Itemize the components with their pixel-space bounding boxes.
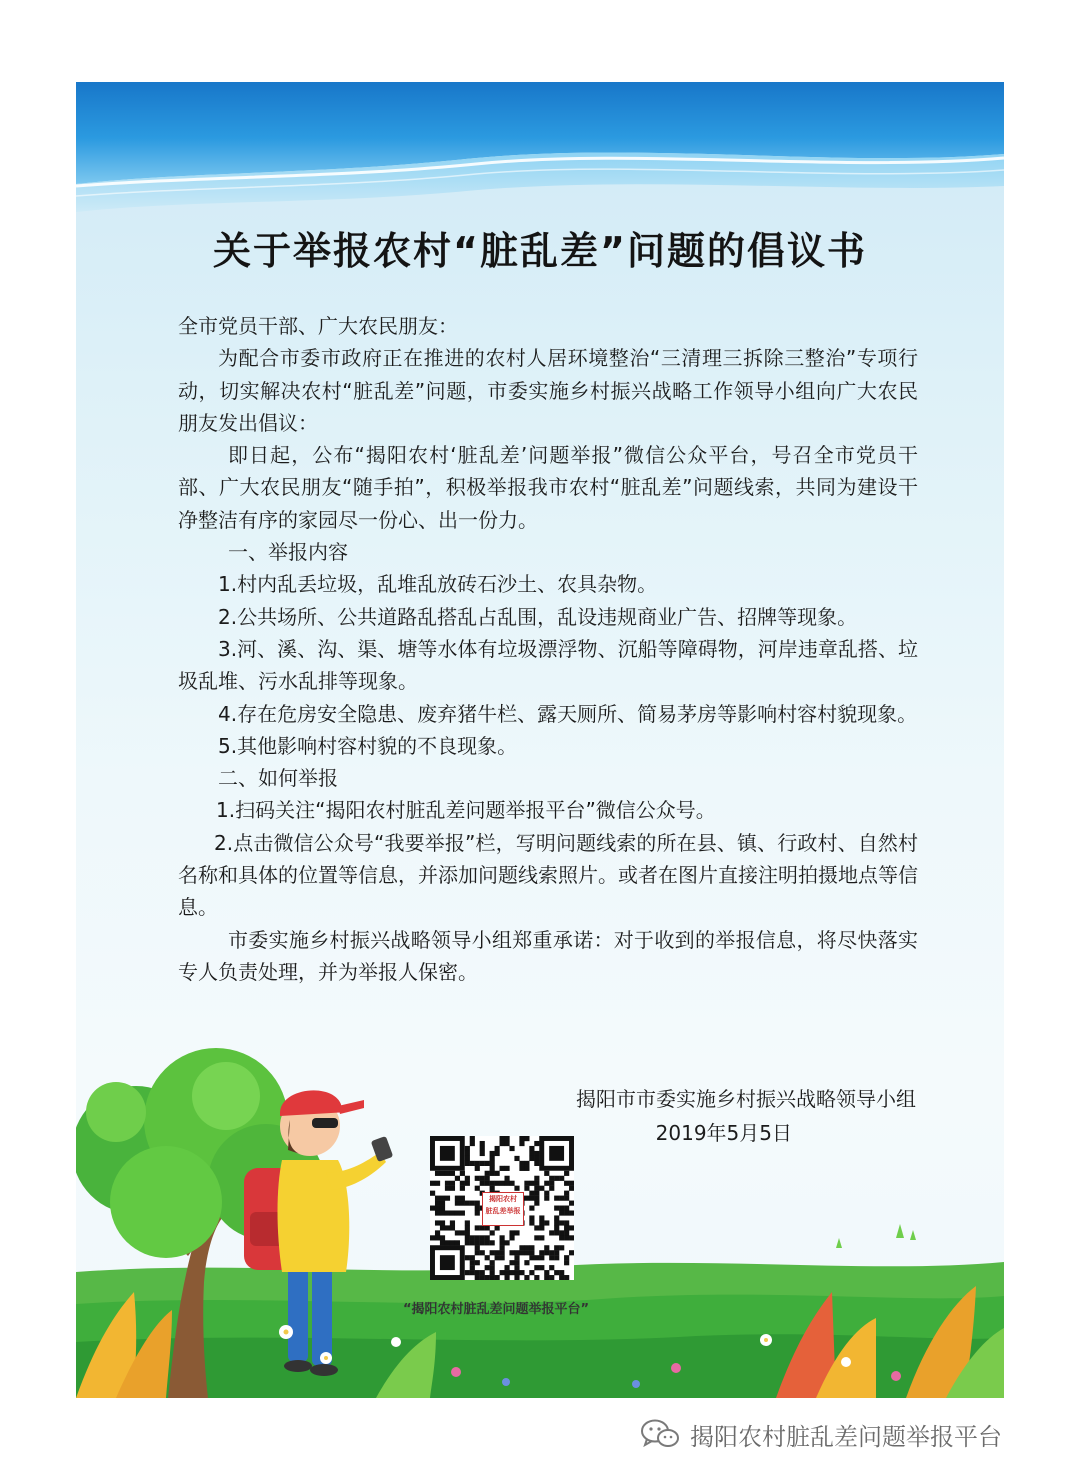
section-heading-report-content: 一、举报内容: [228, 540, 348, 565]
document-body: [178, 310, 918, 988]
qr-caption: “揭阳农村脏乱差问题举报平台”: [402, 1302, 590, 1317]
signature-date: 2019年5月5日: [655, 1121, 792, 1145]
closing-paragraph: 市委实施乡村振兴战略领导小组郑重承诺：对于收到的举报信息，将尽快落实专人负责处理，并为举报人保密。: [178, 927, 918, 984]
paragraph-2: 即日起，公布“揭阳农村‘脏乱差’问题举报”微信公众平台，号召全市党员干部、广大农民朋友“随手拍”，积极举报我市农村“脏乱差”问题线索，共同为建设干净整洁有序的家园尽一份心、出一份力。: [178, 443, 918, 532]
signature-org: 揭阳市市委实施乡村振兴战略领导小组: [576, 1087, 916, 1111]
qr-center-label: [482, 1192, 524, 1226]
how-item-1: 1.扫码关注“揭阳农村脏乱差问题举报平台”微信公众号。: [216, 798, 716, 823]
report-item-4: 4.存在危房安全隐患、废弃猪牛栏、露天厕所、简易茅房等影响村容村貌现象。: [218, 701, 918, 726]
how-item-2: 2.点击微信公众号“我要举报”栏，写明问题线索的所在县、镇、行政村、自然村名称和具体的位置等信息，并添加问题线索照片。或者在图片直接注明拍摄地点等信息。: [178, 830, 918, 920]
section-heading-how-to-report: 二、如何举报: [218, 766, 338, 791]
paragraph-1: 为配合市委市政府正在推进的农村人居环境整治“三清理三拆除三整治”专项行动，切实解决农村“脏乱差”问题，市委实施乡村振兴战略工作领导小组向广大农民朋友发出倡议：: [178, 346, 918, 435]
watermark-footer: [640, 1414, 1002, 1454]
wechat-icon: [640, 1418, 680, 1450]
report-item-1: 1.村内乱丢垃圾，乱堆乱放砖石沙土、农具杂物。: [218, 572, 658, 597]
poster: [76, 82, 1004, 1398]
report-item-2: 2.公共场所、公共道路乱搭乱占乱围，乱设违规商业广告、招牌等现象。: [218, 604, 858, 629]
qr-center-label-line1: 揭阳农村: [489, 1195, 517, 1203]
report-item-3: 3.河、溪、沟、渠、塘等水体有垃圾漂浮物、沉船等障碍物，河岸违章乱搭、垃圾乱堆、污水乱排等现象。: [178, 636, 918, 694]
qr-center-label-line2: 脏乱差举报: [485, 1207, 521, 1215]
document-title: 关于举报农村“脏乱差”问题的倡议书: [213, 229, 867, 273]
greeting: 全市党员干部、广大农民朋友：: [178, 314, 458, 338]
report-item-5: 5.其他影响村容村貌的不良现象。: [218, 733, 518, 758]
account-name: 揭阳农村脏乱差问题举报平台: [690, 1422, 1002, 1451]
qr-code[interactable]: [430, 1136, 574, 1280]
